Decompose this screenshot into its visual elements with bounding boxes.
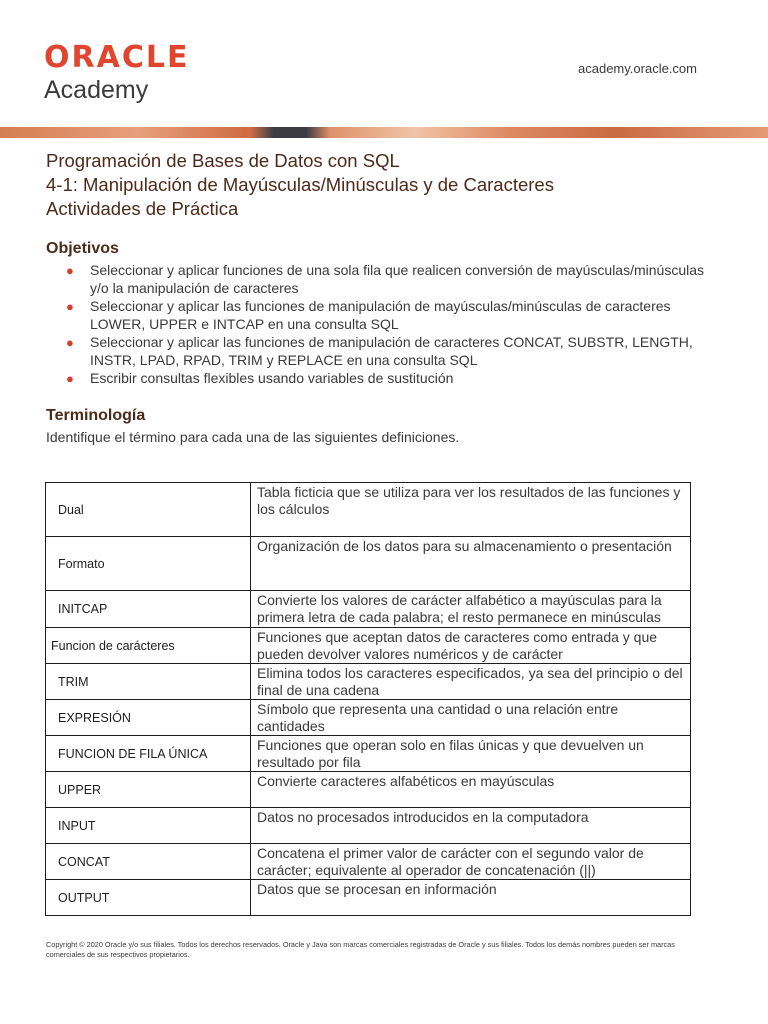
logo-product: Academy [44,76,149,104]
bullet-icon: ● [66,371,74,386]
objective-item [60,262,720,297]
term-cell[interactable]: Dual [46,483,251,537]
definition-cell: Funciones que aceptan datos de caracteres como entrada y que pueden devolver valores numéricos y de carácter [251,628,691,664]
definition-cell: Elimina todos los caracteres especificados, ya sea del principio o del final de una cadena [251,664,691,700]
term-cell[interactable]: Funcion de carácteres [46,628,251,664]
table-row [46,880,691,916]
document-titles [46,149,554,221]
table-row [46,736,691,772]
objective-item [60,370,720,388]
term-cell[interactable]: FUNCION DE FILA ÚNICA [46,736,251,772]
definition-cell: Símbolo que representa una cantidad o una relación entre cantidades [251,700,691,736]
term-cell[interactable]: EXPRESIÓN [46,700,251,736]
lesson-title: 4-1: Manipulación de Mayúsculas/Minúsculas y de Caracteres [46,174,554,195]
table-row [46,700,691,736]
term-cell[interactable]: UPPER [46,772,251,808]
banner-accent [250,127,330,138]
definition-cell: Datos no procesados introducidos en la computadora [251,808,691,844]
objective-text: Seleccionar y aplicar las funciones de manipulación de caracteres CONCAT, SUBSTR, LENGTH, INSTR, LPAD, RPAD, TRIM y REPLACE en una consulta SQL [90,334,693,368]
bullet-icon: ● [66,335,74,350]
definition-cell: Convierte caracteres alfabéticos en mayúsculas [251,772,691,808]
logo-brand: ORACLE [44,40,190,75]
terminology-table [45,482,691,916]
bullet-icon: ● [66,299,74,314]
table-row [46,483,691,537]
definition-cell: Tabla ficticia que se utiliza para ver los resultados de las funciones y los cálculos [251,483,691,537]
bullet-icon: ● [66,263,74,278]
term-cell[interactable]: CONCAT [46,844,251,880]
course-title: Programación de Bases de Datos con SQL [46,150,400,171]
table-row [46,844,691,880]
site-url[interactable]: academy.oracle.com [578,61,697,76]
activity-title: Actividades de Práctica [46,198,239,219]
table-row [46,537,691,591]
term-cell[interactable]: Formato [46,537,251,591]
oracle-academy-logo [44,42,189,104]
term-cell[interactable]: INPUT [46,808,251,844]
objective-text: Seleccionar y aplicar funciones de una sola fila que realicen conversión de mayúsculas/minúsculas y/o la manipulación de caracteres [90,262,705,296]
term-cell[interactable]: TRIM [46,664,251,700]
objective-text: Seleccionar y aplicar las funciones de manipulación de mayúsculas/minúsculas de caracteres LOWER, UPPER e INTCAP en una consulta SQL [90,298,671,332]
terminology-intro: Identifique el término para cada una de las siguientes definiciones. [46,429,460,445]
objectives-list [60,262,720,389]
terminology-heading: Terminología [46,407,146,424]
definition-cell: Convierte los valores de carácter alfabético a mayúsculas para la primera letra de cada palabra; el resto permanece en minúsculas [251,591,691,628]
table-row [46,591,691,628]
decorative-banner [0,127,768,138]
table-row [46,772,691,808]
objectives-heading: Objetivos [46,240,119,257]
definition-cell: Datos que se procesan en información [251,880,691,916]
objective-text: Escribir consultas flexibles usando variables de sustitución [90,370,454,386]
definition-cell: Funciones que operan solo en filas únicas y que devuelven un resultado por fila [251,736,691,772]
term-cell[interactable]: OUTPUT [46,880,251,916]
table-row [46,628,691,664]
objective-item [60,334,720,369]
table-row [46,664,691,700]
objective-item [60,298,720,333]
term-cell[interactable]: INITCAP [46,591,251,628]
definition-cell: Organización de los datos para su almacenamiento o presentación [251,537,691,591]
table-row [46,808,691,844]
definition-cell: Concatena el primer valor de carácter con el segundo valor de carácter; equivalente al operador de concatenación (||) [251,844,691,880]
copyright-footer: Copyright © 2020 Oracle y/o sus filiales. Todos los derechos reservados. Oracle y Java son marcas comerciales registradas de Oracle y sus filiales. Todos los demás nombres pueden ser marcas comerciales de sus respectivos propietarios. [46,940,675,959]
